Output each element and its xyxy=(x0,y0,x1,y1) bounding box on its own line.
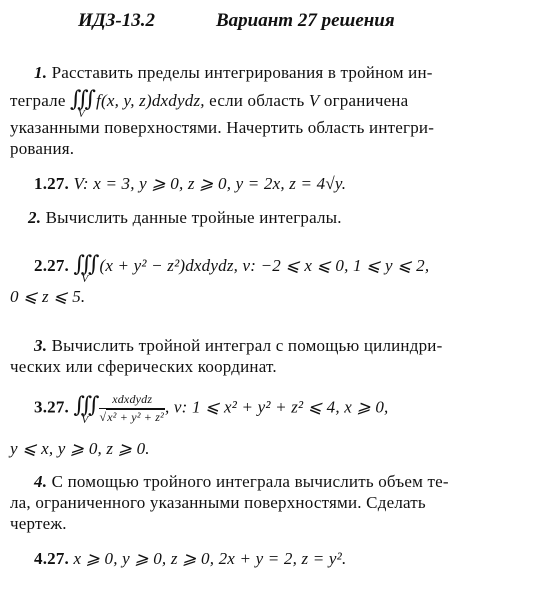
item-4-27 xyxy=(34,549,346,569)
header-code: ИДЗ-13.2 xyxy=(78,10,156,31)
task2 xyxy=(28,208,342,228)
item-4-27-number: 4.27. xyxy=(34,549,69,568)
task3-text-line1: Вычислить тройной интеграл с помощью цилиндри- xyxy=(51,336,443,355)
triple-integral-symbol: ∭ V xyxy=(73,251,94,285)
fraction-numerator: xdxdydz xyxy=(99,392,165,409)
task1-text-post: если область xyxy=(204,91,309,110)
task1-text-pre: теграле xyxy=(10,91,66,110)
item-4-27-expr: x ⩾ 0, y ⩾ 0, z ⩾ 0, 2x + y = 2, z = y². xyxy=(73,549,347,568)
item-3-27-expr: , v: 1 ⩽ x² + y² + z² ⩽ 4, x ⩾ 0, xyxy=(164,397,389,417)
task1-domain-var: V xyxy=(308,91,320,110)
task3-line2: ческих или сферических координат. xyxy=(10,357,277,376)
task3-line1 xyxy=(34,336,442,356)
item-1-27-expr: V: x = 3, y ⩾ 0, z ⩾ 0, y = 2x, z = 4√y. xyxy=(73,174,347,193)
task4-number: 4. xyxy=(34,472,48,491)
item-3-27-number: 3.27. xyxy=(34,397,69,417)
task1-line1 xyxy=(34,63,433,83)
task1-number: 1. xyxy=(34,63,48,82)
task4-line1 xyxy=(34,472,449,492)
item-2-27-number: 2.27. xyxy=(34,256,69,275)
task1-text-line1: Расставить пределы интегрирования в тройном ин- xyxy=(51,63,433,82)
task1-line2 xyxy=(10,86,409,120)
header-variant: Вариант 27 решения xyxy=(216,10,395,31)
task1-line3: указанными поверхностями. Начертить область интегри- xyxy=(10,118,435,137)
integral-subscript: V xyxy=(81,414,89,427)
item-3-27-line2: y ⩽ x, y ⩾ 0, z ⩾ 0. xyxy=(10,439,150,458)
task4-text-line1: С помощью тройного интеграла вычислить объем те- xyxy=(51,472,449,491)
item-1-27 xyxy=(34,174,346,194)
triple-integral-symbol: ∭ V xyxy=(73,392,94,427)
task4-line3: чертеж. xyxy=(10,514,67,533)
task1-text-end: ограничена xyxy=(319,91,409,110)
item-1-27-number: 1.27. xyxy=(34,174,69,193)
task3-number: 3. xyxy=(34,336,48,355)
task4-line2: ла, ограниченного указанными поверхностями. Сделать xyxy=(10,493,426,512)
task2-text: Вычислить данные тройные интегралы. xyxy=(45,208,342,227)
integral-subscript: V xyxy=(81,273,89,285)
task2-number: 2. xyxy=(28,208,42,227)
triple-integral-symbol: ∭ V xyxy=(70,86,91,120)
item-2-27-expr: (x + y² − z²)dxdydz, v: −2 ⩽ x ⩽ 0, 1 ⩽ y ⩽ 2, xyxy=(99,256,430,275)
task1-integrand: f(x, y, z)dxdydz, xyxy=(96,91,205,110)
item-3-27 xyxy=(34,392,389,425)
item-2-27 xyxy=(34,251,430,285)
integral-subscript: V xyxy=(78,108,85,120)
item-3-27-fraction xyxy=(99,392,165,425)
item-2-27-line2: 0 ⩽ z ⩽ 5. xyxy=(10,287,86,306)
task1-line4: рования. xyxy=(10,139,75,158)
fraction-denominator: √x² + y² + z² xyxy=(99,410,164,424)
